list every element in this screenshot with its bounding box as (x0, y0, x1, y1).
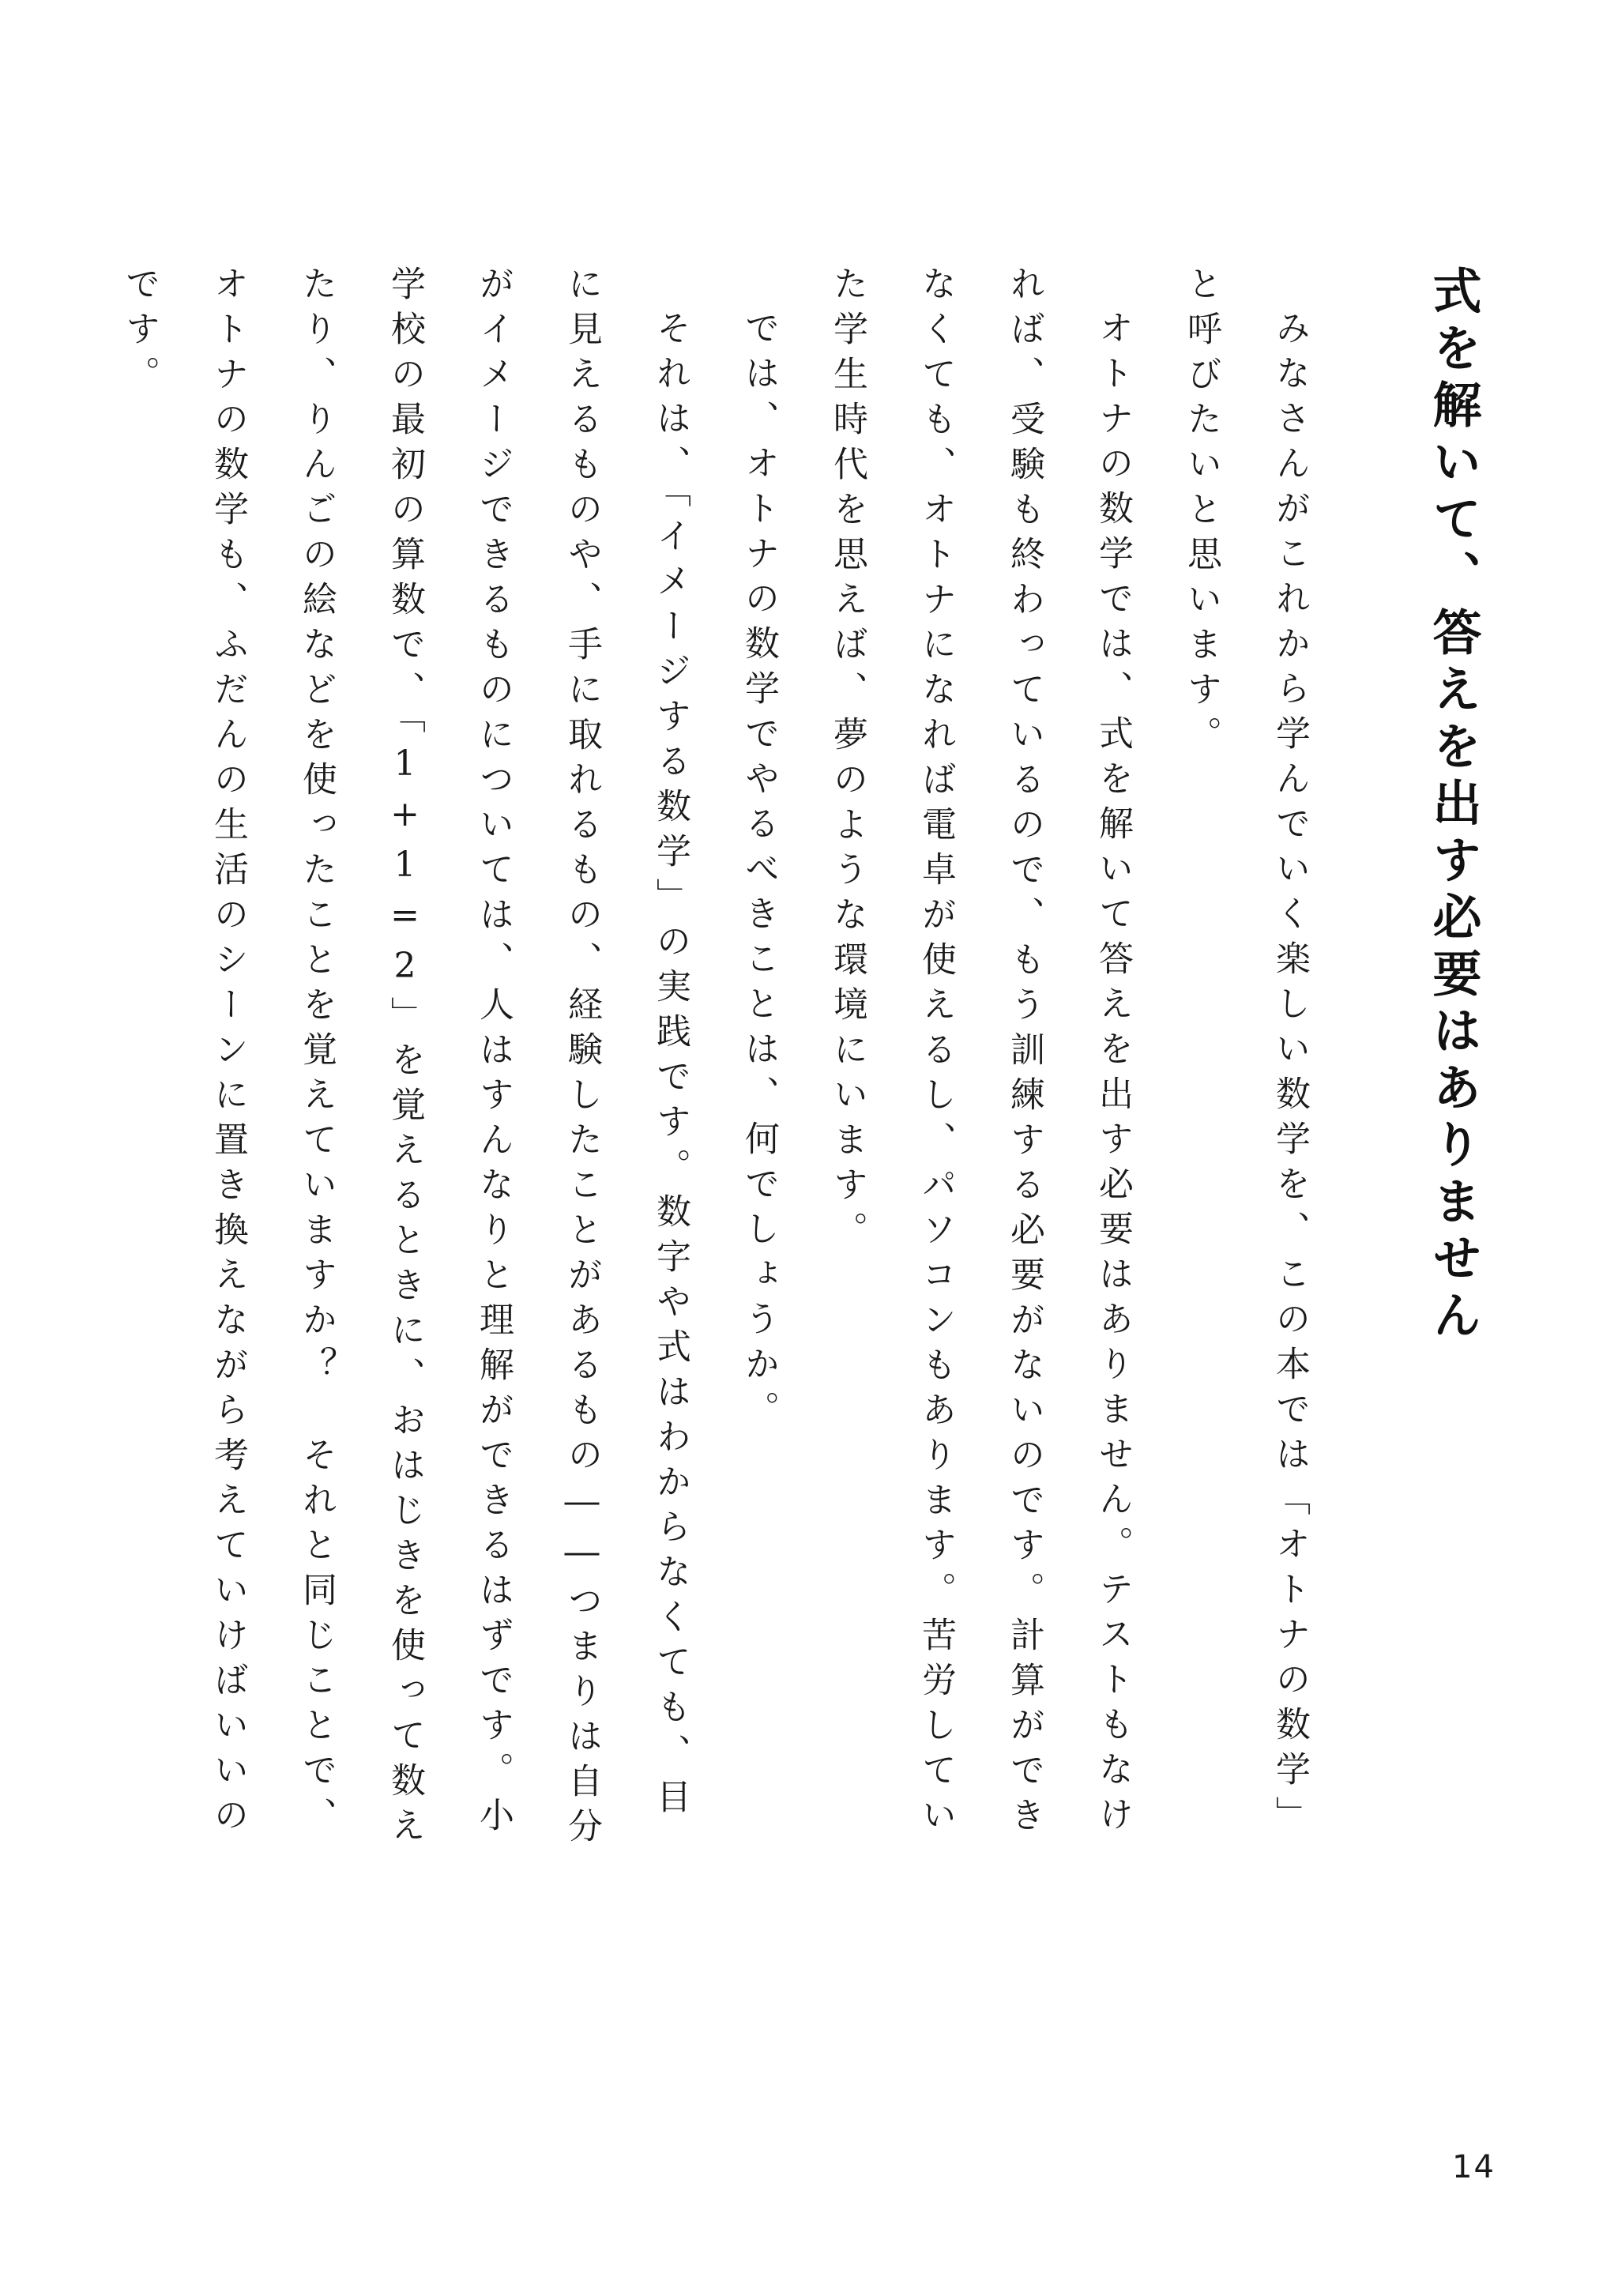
section-heading: 式を解いて、答えを出す必要はありません (1424, 265, 1482, 1346)
paragraph-1: みなさんがこれから学んでいく楽しい数学を、この本では「オトナの数学」と呼びたいと思います。 (1181, 265, 1310, 1841)
page-number: 14 (1452, 2149, 1496, 2185)
vertical-text-block (95, 265, 1482, 1854)
paragraph-3: では、オトナの数学でやるべきことは、何でしょうか。 (739, 310, 779, 1436)
paragraph-4: それは、「イメージする数学」の実践です。数字や式はわからなくても、目に見えるものや、手に取れるもの、経験したことがあるもの――つまりは自分がイメージできるものについては、人はすんなりと理解ができるはずです。小学校の最初の算数で、「1+1=2」を覚えるときに、おはじきを使って数えたり、りんごの絵などを使ったことを覚えていますか？ それと同じことで、オトナの数学も、ふだんの生活のシーンに置き換えながら考えていけばいいのです。 (119, 265, 690, 1853)
paragraph-2: オトナの数学では、式を解いて答えを出す必要はありません。テストもなければ、受験も終わっているので、もう訓練する必要がないのです。計算ができなくても、オトナになれば電卓が使えるし、パソコンもあります。苦労していた学生時代を思えば、夢のような環境にいます。 (827, 265, 1133, 1842)
